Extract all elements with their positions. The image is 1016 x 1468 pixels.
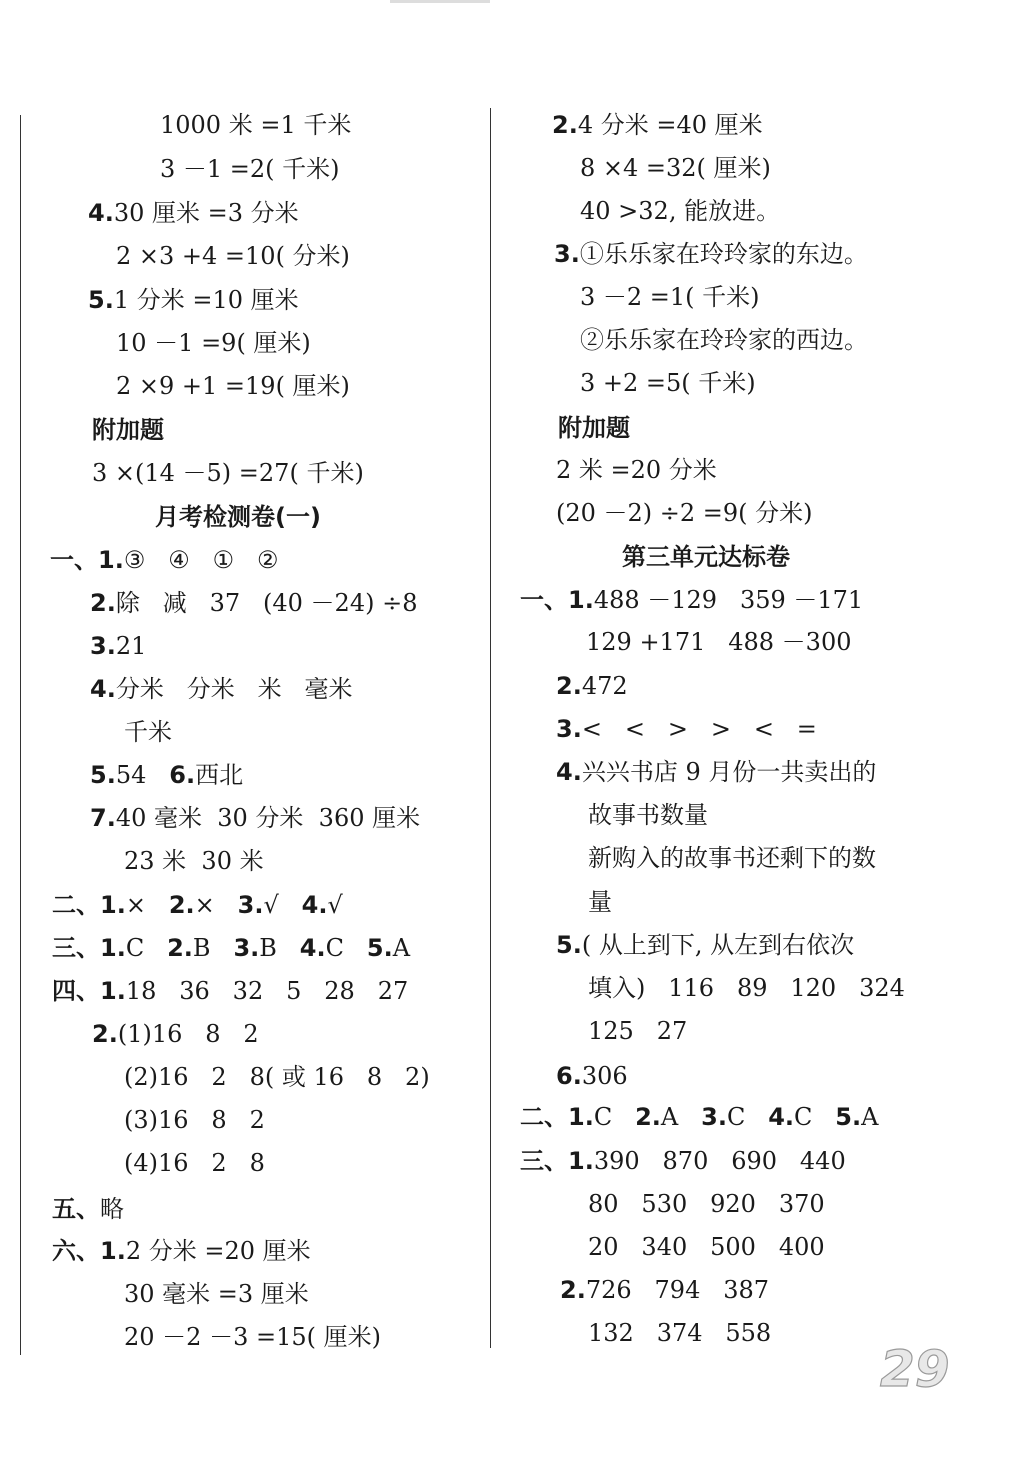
- answer-text: ×: [125, 891, 169, 919]
- answer-line: [552, 110, 763, 140]
- item-number: 三、1.: [520, 1147, 594, 1175]
- item-number: 5.: [366, 934, 393, 962]
- answer-line: [588, 1318, 771, 1348]
- section-heading: 附加题: [92, 416, 164, 444]
- answer-text: 20 －2 －3 =15( 厘米): [124, 1323, 381, 1351]
- item-number: 六、1.: [52, 1237, 126, 1265]
- column-divider: [490, 108, 491, 1348]
- answer-text: (2)16 2 8( 或 16 8 2): [124, 1063, 430, 1091]
- item-number: 4.: [556, 758, 582, 786]
- item-number: 5.: [88, 286, 114, 314]
- item-number: 2.: [168, 891, 195, 919]
- answer-line: [90, 631, 146, 661]
- answer-text: ( 从上到下, 从左到右依次: [581, 931, 855, 959]
- answer-line: [124, 1279, 309, 1309]
- answer-line: [556, 757, 876, 787]
- answer-text: C: [794, 1103, 836, 1131]
- answer-text: 390 870 690 440: [593, 1147, 846, 1175]
- answer-line: [52, 1236, 311, 1266]
- item-number: 3.: [233, 934, 260, 962]
- answer-text: 54: [115, 761, 170, 789]
- item-number: 3.: [556, 715, 582, 743]
- top-edge-mark: [390, 0, 490, 3]
- answer-line: [124, 1105, 265, 1135]
- answer-line: [586, 627, 852, 657]
- answer-text: 2 ×3 +4 =10( 分米): [116, 242, 350, 270]
- item-number: 五、: [52, 1195, 100, 1223]
- answer-line: [560, 1275, 769, 1305]
- item-number: 2.: [635, 1103, 661, 1131]
- answer-text: √: [263, 891, 302, 919]
- answer-line: [116, 328, 311, 358]
- answer-line: [52, 933, 410, 963]
- answer-text: 129 +171 488 －300: [586, 628, 852, 656]
- answer-line: [52, 890, 343, 920]
- answer-text: 2 米 =20 分米: [556, 456, 717, 484]
- answer-text: 西北: [195, 761, 244, 789]
- item-number: 一、1.: [50, 546, 124, 574]
- item-number: 4.: [299, 934, 326, 962]
- answer-line: [556, 930, 854, 960]
- answer-line: [90, 803, 420, 833]
- item-number: 二、1.: [52, 891, 126, 919]
- answer-line: [88, 198, 299, 228]
- item-number: 4.: [88, 199, 114, 227]
- answer-text: 40 >32, 能放进。: [580, 197, 781, 225]
- item-number: 三、1.: [52, 934, 126, 962]
- answer-line: [588, 843, 876, 873]
- answer-line: [116, 241, 350, 271]
- answer-line: [580, 196, 780, 226]
- answer-line: [124, 1322, 381, 1352]
- answer-line: [556, 671, 628, 701]
- answer-text: C: [325, 934, 367, 962]
- answer-text: 30 厘米 =3 分米: [113, 199, 299, 227]
- answer-line: [588, 1189, 825, 1219]
- answer-line: [116, 371, 350, 401]
- answer-text: 8 ×4 =32( 厘米): [580, 154, 771, 182]
- item-number: 3.: [554, 240, 580, 268]
- item-number: 2.: [552, 111, 578, 139]
- answer-text: (3)16 8 2: [124, 1106, 265, 1134]
- answer-text: (4)16 2 8: [124, 1149, 265, 1177]
- answer-text: 3 －2 =1( 千米): [580, 283, 760, 311]
- left-margin-rule: [20, 115, 21, 1355]
- answer-line: [580, 153, 771, 183]
- item-number: 2.: [556, 672, 582, 700]
- answer-text: 23 米 30 米: [124, 847, 264, 875]
- answer-text: B: [259, 934, 300, 962]
- item-number: 6.: [556, 1062, 582, 1090]
- item-number: 5.: [835, 1103, 862, 1131]
- answer-text: 新购入的故事书还剩下的数: [588, 844, 876, 872]
- answer-text: 21: [115, 632, 147, 660]
- item-number: 2.: [167, 934, 193, 962]
- item-number: 5.: [556, 931, 582, 959]
- answer-text: 填入) 116 89 120 324: [588, 974, 905, 1002]
- item-number: 3.: [90, 632, 116, 660]
- answer-line: [92, 1019, 259, 1049]
- answer-line: [124, 717, 172, 747]
- answer-line: [520, 1146, 846, 1176]
- answer-text: C: [726, 1103, 769, 1131]
- answer-text: 3 －1 =2( 千米): [160, 155, 340, 183]
- answer-line: [160, 154, 340, 184]
- answer-text: 125 27: [588, 1017, 688, 1045]
- item-number: 2.: [92, 1020, 118, 1048]
- answer-text: 472: [581, 672, 628, 700]
- answer-text: 3 ×(14 －5) =27( 千米): [92, 459, 364, 487]
- answer-text: 306: [581, 1062, 628, 1090]
- answer-text: 兴兴书店 9 月份一共卖出的: [581, 758, 877, 786]
- answer-line: [580, 325, 868, 355]
- section-heading: 第三单元达标卷: [622, 543, 790, 571]
- answer-line: [160, 110, 351, 140]
- answer-line: [52, 1194, 124, 1224]
- page-number: 29: [880, 1340, 950, 1398]
- answer-line: [520, 585, 863, 615]
- answer-text: 18 36 32 5 28 27: [125, 977, 409, 1005]
- answer-text: A: [861, 1103, 879, 1131]
- answer-line: [52, 976, 408, 1006]
- answer-line: [588, 973, 905, 1003]
- answer-text: ×: [194, 891, 238, 919]
- answer-line: [556, 714, 817, 744]
- item-number: 4.: [301, 891, 328, 919]
- answer-text: √: [327, 891, 343, 919]
- answer-line: [92, 458, 364, 488]
- answer-text: A: [392, 934, 411, 962]
- answer-line: [90, 760, 243, 790]
- item-number: 5.: [90, 761, 116, 789]
- answer-line: [124, 1062, 430, 1092]
- answer-text: 488 －129 359 －171: [593, 586, 864, 614]
- answer-text: < < > > < =: [581, 715, 817, 743]
- answer-line: [124, 846, 264, 876]
- section-heading: 附加题: [558, 414, 630, 442]
- answer-text: A: [660, 1103, 702, 1131]
- answer-text: 30 毫米 =3 厘米: [124, 1280, 309, 1308]
- answer-text: 1 分米 =10 厘米: [113, 286, 299, 314]
- item-number: 7.: [90, 804, 116, 832]
- answer-text: 726 794 387: [585, 1276, 770, 1304]
- answer-text: B: [192, 934, 234, 962]
- answer-text: C: [125, 934, 168, 962]
- answer-line: [556, 498, 813, 528]
- answer-text: ①乐乐家在玲玲家的东边。: [579, 240, 868, 268]
- answer-line: [588, 800, 708, 830]
- item-number: 2.: [560, 1276, 586, 1304]
- answer-line: [556, 1061, 628, 1091]
- answer-line: [556, 455, 717, 485]
- answer-text: 3 +2 =5( 千米): [580, 369, 756, 397]
- item-number: 3.: [237, 891, 264, 919]
- answer-line: [588, 1016, 687, 1046]
- answer-text: 分米 分米 米 毫米: [115, 675, 353, 703]
- answer-text: ②乐乐家在玲玲家的西边。: [580, 326, 868, 354]
- answer-text: 4 分米 =40 厘米: [577, 111, 763, 139]
- item-number: 2.: [90, 589, 116, 617]
- item-number: 一、1.: [520, 586, 594, 614]
- answer-text: 10 －1 =9( 厘米): [116, 329, 311, 357]
- answer-text: (1)16 8 2: [117, 1020, 259, 1048]
- item-number: 3.: [701, 1103, 727, 1131]
- answer-text: 40 毫米 30 分米 360 厘米: [115, 804, 421, 832]
- answer-line: [50, 545, 279, 575]
- item-number: 6.: [169, 761, 196, 789]
- answer-line: [124, 1148, 265, 1178]
- item-number: 4.: [768, 1103, 795, 1131]
- answer-line: [588, 1232, 825, 1262]
- answer-text: 故事书数量: [588, 801, 708, 829]
- answer-line: [588, 887, 612, 917]
- answer-text: ③ ④ ① ②: [123, 546, 279, 574]
- answer-text: 1000 米 =1 千米: [160, 111, 352, 139]
- answer-line: [580, 282, 760, 312]
- answer-line: [520, 1102, 878, 1132]
- answer-text: 除 减 37 (40 －24) ÷8: [115, 589, 418, 617]
- answer-text: 2 ×9 +1 =19( 厘米): [116, 372, 350, 400]
- answer-line: [88, 285, 299, 315]
- answer-text: C: [593, 1103, 636, 1131]
- answer-text: 略: [100, 1195, 124, 1223]
- answer-text: 2 分米 =20 厘米: [125, 1237, 311, 1265]
- answer-text: 80 530 920 370: [588, 1190, 825, 1218]
- answer-text: 20 340 500 400: [588, 1233, 825, 1261]
- answer-text: 千米: [124, 718, 172, 746]
- answer-text: 量: [588, 888, 612, 916]
- answer-text: (20 －2) ÷2 =9( 分米): [556, 499, 813, 527]
- answer-line: [580, 368, 756, 398]
- answer-line: [90, 588, 417, 618]
- item-number: 二、1.: [520, 1103, 594, 1131]
- answer-line: [554, 239, 868, 269]
- section-heading: 月考检测卷(一): [155, 503, 321, 531]
- answer-text: 132 374 558: [588, 1319, 772, 1347]
- answer-line: [90, 674, 353, 704]
- item-number: 4.: [90, 675, 116, 703]
- item-number: 四、1.: [52, 977, 126, 1005]
